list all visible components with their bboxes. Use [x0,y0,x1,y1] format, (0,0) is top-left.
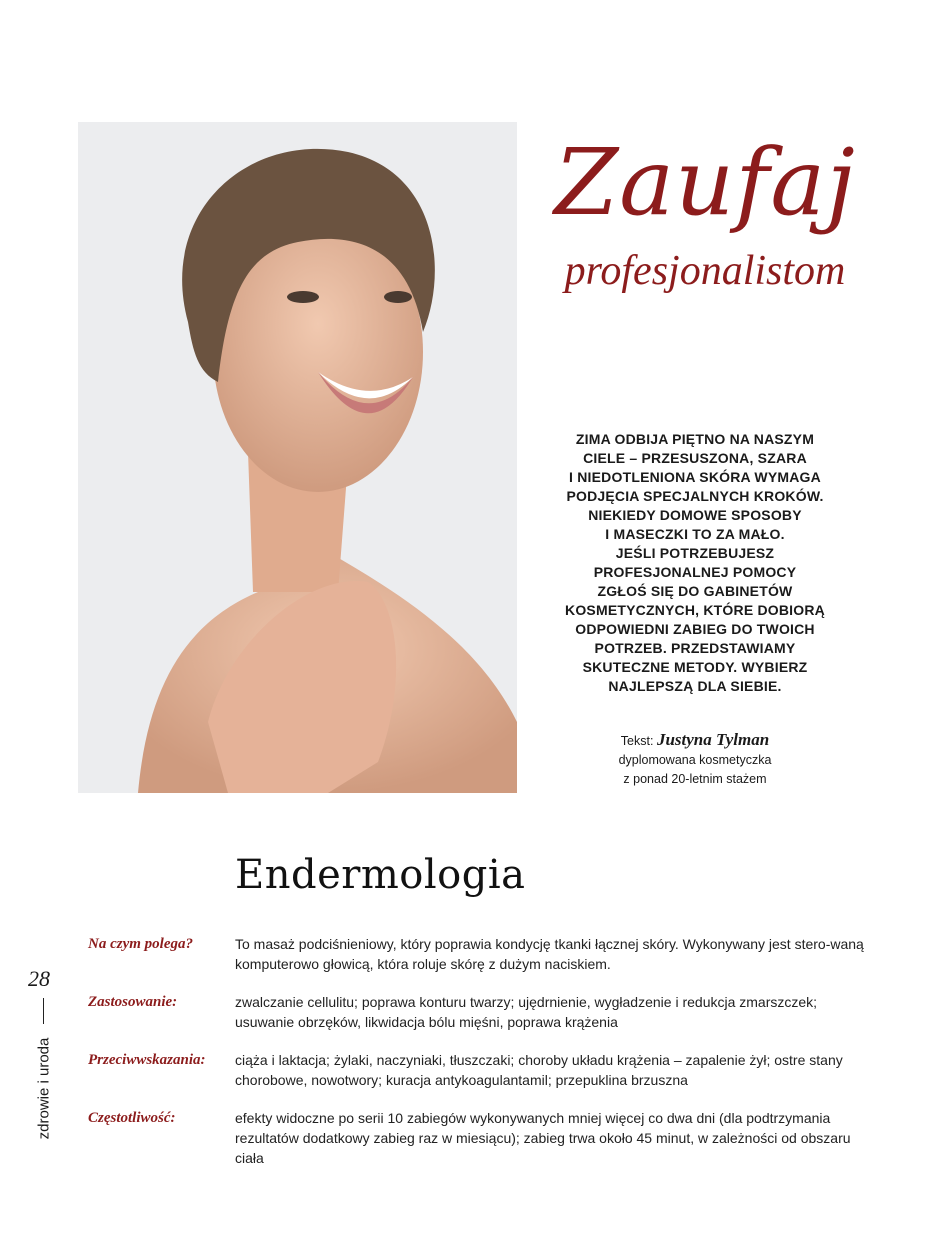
lead-line: PODJĘCIA SPECJALNYCH KROKÓW. [566,488,824,504]
row-label: Przeciwwskazania: [88,1052,206,1068]
row-text: efekty widoczne po serii 10 zabiegów wykonywanych mniej więcej co dwa dni (dla podtrzymania rezultatów dodatkowy zabieg raz w miesiącu); zabieg trwa około 45 minut, w zależności od obszaru ciała [235,1110,851,1166]
author-experience: z ponad 20-letnim stażem [623,772,767,786]
lead-line: KOSMETYCZNYCH, KTÓRE DOBIORĄ [565,602,825,618]
row-label: Częstotliwość: [88,1110,176,1126]
lead-line: NAJLEPSZĄ DLA SIEBIE. [608,678,782,694]
page-footer-side [24,960,64,1160]
info-row [88,934,878,974]
section-title: Endermologia [235,852,526,898]
lead-line: PROFESJONALNEJ POMOCY [593,564,797,580]
lead-line: POTRZEB. PRZEDSTAWIAMY [594,640,796,656]
article-title [540,128,870,296]
info-row [88,1050,878,1090]
author-credit [540,730,850,789]
info-row [88,1108,878,1168]
woman-portrait-illustration [78,122,517,793]
lead-line: ZIMA ODBIJA PIĘTNO NA NASZYM [575,431,815,447]
page-number: 28 [28,966,50,991]
lead-line: JEŚLI POTRZEBUJESZ [615,545,775,561]
title-sub: profesjonalistom [564,248,846,294]
lead-line: CIELE – PRZESUSZONA, SZARA [583,450,807,466]
lead-line: NIEKIEDY DOMOWE SPOSOBY [588,507,802,523]
section-name: zdrowie i uroda [35,1037,53,1140]
lead-line: ZGŁOŚ SIĘ DO GABINETÓW [597,583,793,599]
row-label: Zastosowanie: [88,994,178,1010]
credit-prefix: Tekst: [620,734,654,748]
lead-line: ODPOWIEDNI ZABIEG DO TWOICH [575,621,815,637]
lead-line: I MASECZKI TO ZA MAŁO. [605,526,785,542]
info-row [88,992,878,1032]
title-main: Zaufaj [554,129,856,236]
row-text: ciąża i laktacja; żylaki, naczyniaki, tłuszczaki; choroby układu krążenia – zapalenie żył; ostre stany chorobowe, nowotwory; kuracja antykoagulantamil; przepuklina brzuszna [235,1052,843,1088]
lead-line: SKUTECZNE METODY. WYBIERZ [582,659,808,675]
info-table [88,934,878,1186]
lead-line: I NIEDOTLENIONA SKÓRA WYMAGA [569,469,821,485]
author-role: dyplomowana kosmetyczka [618,753,772,767]
author-name: Justyna Tylman [656,730,770,749]
row-text: zwalczanie cellulitu; poprawa konturu twarzy; ujędrnienie, wygładzenie i redukcja zmarszczek; usuwanie obrzęków, likwidacja bólu mięśni, poprawa krążenia [235,994,818,1030]
row-label: Na czym polega? [88,936,193,952]
lead-paragraph [535,430,855,696]
portrait-photo [78,122,517,793]
row-text: To masaż podciśnieniowy, który poprawia kondycję tkanki łącznej skóry. Wykonywany jest stero-waną komputerowo głowicą, która roluje skórę z dużym naciskiem. [235,936,864,972]
